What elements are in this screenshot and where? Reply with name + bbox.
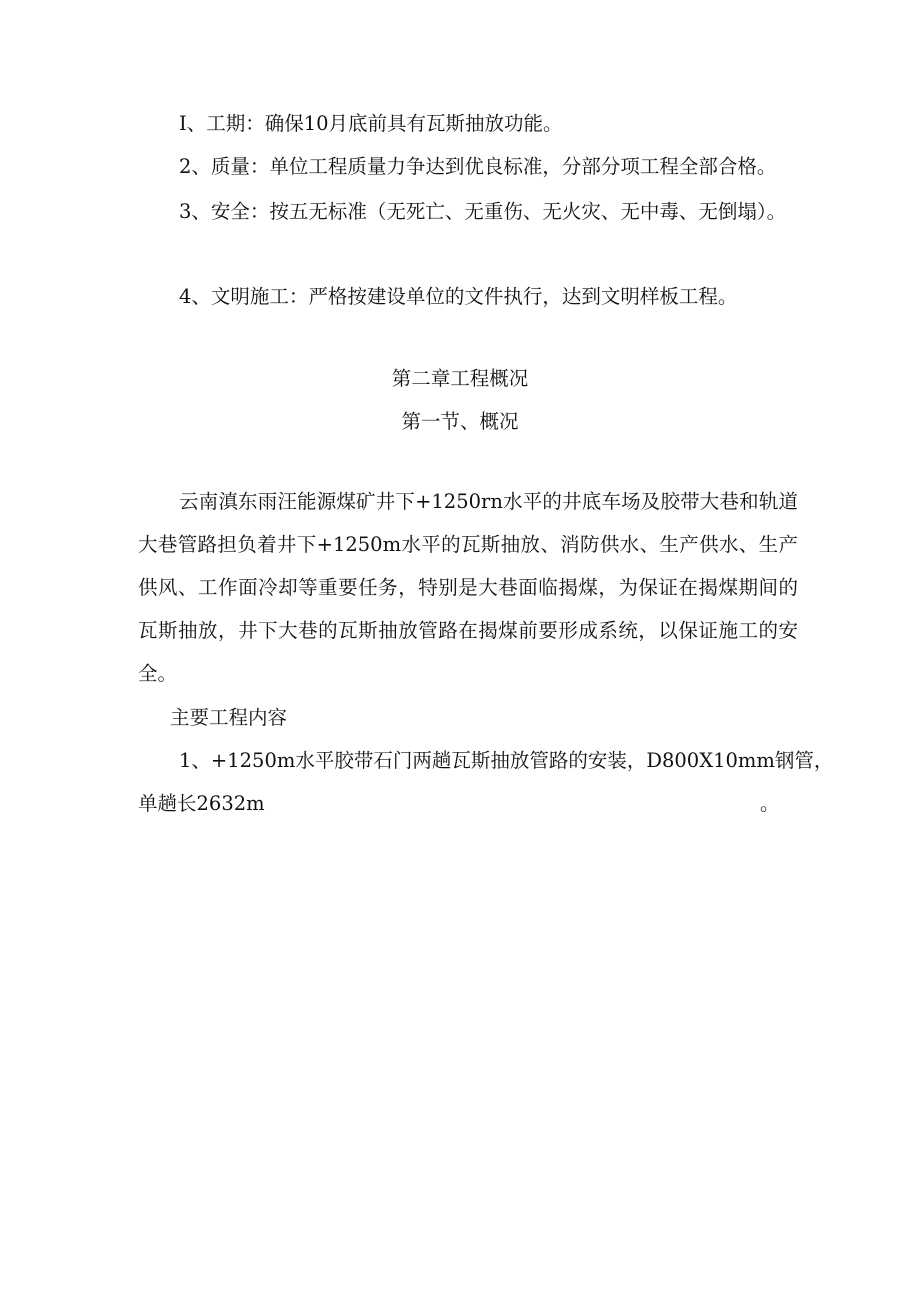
item1-line1: 1、+1250m水平胶带石门两趟瓦斯抽放管路的安装，D800X10mm钢管， (179, 749, 834, 772)
main-content-heading: 主要工程内容 (170, 706, 288, 729)
goal-quality: 2、质量：单位工程质量力争达到优良标准，分部分项工程全部合格。 (179, 155, 777, 178)
goal-safety: 3、安全：按五无标准（无死亡、无重伤、无火灾、无中毒、无倒塌）。 (179, 200, 787, 223)
item1-end-mark: 。 (760, 792, 780, 815)
goal-schedule: I、工期：确保10月底前具有瓦斯抽放功能。 (179, 112, 563, 135)
section-title: 第一节、概况 (401, 410, 519, 433)
chapter-title: 第二章工程概况 (391, 367, 529, 390)
goal-civilized: 4、文明施工：严格按建设单位的文件执行，达到文明样板工程。 (179, 285, 738, 308)
item1-line2: 单趟长2632m (138, 792, 265, 815)
overview-paragraph: 云南滇东雨汪能源煤矿井下+1250rn水平的井底车场及胶带大巷和轨道大巷管路担负着井下+1250m水平的瓦斯抽放、消防供水、生产供水、生产供风、工作面冷却等重要任务，特别是大巷面临揭煤，为保证在揭煤期间的瓦斯抽放，井下大巷的瓦斯抽放管路在揭煤前要形成系统，以保证施工的安全。 (138, 490, 798, 685)
